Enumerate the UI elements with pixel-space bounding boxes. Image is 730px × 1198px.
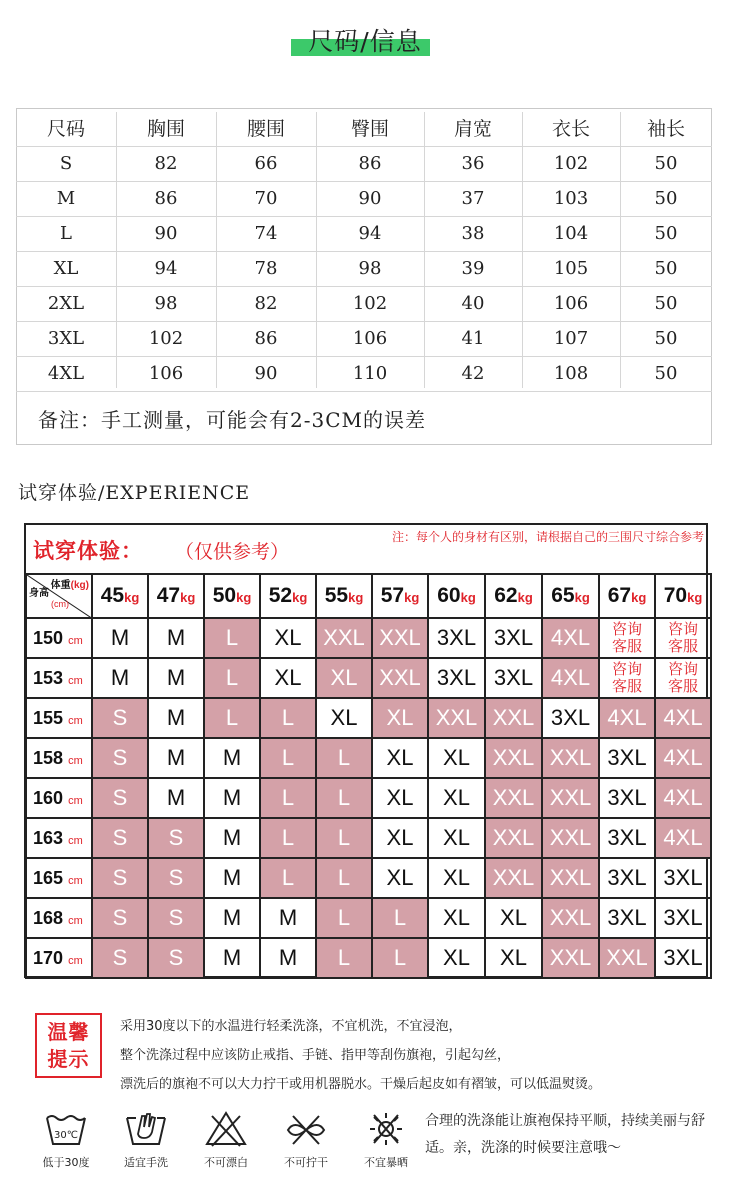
fit-cell: L	[204, 658, 260, 698]
size-table-rule	[16, 146, 712, 147]
fit-cell: XXL	[599, 938, 655, 978]
care-label: 适宜手洗	[124, 1156, 168, 1169]
care-label: 不可拧干	[284, 1156, 328, 1169]
fit-cell	[599, 618, 655, 658]
fit-cell: XL	[428, 778, 485, 818]
weight-value: 45	[100, 584, 125, 607]
fit-grid-row	[26, 618, 711, 658]
fit-cell: 3XL	[599, 818, 655, 858]
weight-value: 52	[268, 584, 293, 607]
fit-cell: S	[92, 778, 148, 818]
fit-cell: XL	[316, 658, 372, 698]
size-header-cell: 尺码	[46, 117, 85, 140]
fit-cell: M	[92, 618, 148, 658]
fit-cell: 3XL	[428, 618, 485, 658]
tip-label	[35, 1019, 102, 1073]
size-cell: 108	[553, 363, 589, 384]
fit-cell	[599, 658, 655, 698]
fit-cell: 4XL	[655, 738, 711, 778]
care-item	[190, 1110, 262, 1170]
size-header-cell: 肩宽	[453, 117, 492, 140]
experience-heading: 试穿体验/EXPERIENCE	[18, 482, 251, 504]
fit-cell: 3XL	[655, 898, 711, 938]
size-cell: M	[56, 188, 76, 209]
fit-grid-row	[26, 858, 711, 898]
height-unit: cm	[68, 794, 83, 807]
fit-grid-corner	[26, 574, 92, 618]
size-cell: 4XL	[47, 363, 85, 384]
fit-cell: 3XL	[599, 858, 655, 898]
weight-unit: kg	[236, 590, 252, 605]
fit-cell: XL	[372, 858, 428, 898]
weight-unit: kg	[180, 590, 196, 605]
height-value: 165	[33, 867, 64, 888]
fit-cell: XXL	[485, 778, 542, 818]
fit-cell: L	[260, 738, 316, 778]
height-unit: cm	[68, 674, 83, 687]
weight-header-cell	[542, 574, 599, 618]
height-value: 160	[33, 787, 64, 808]
fit-cell: 3XL	[428, 658, 485, 698]
size-cell: 42	[461, 363, 485, 384]
height-unit: cm	[68, 954, 83, 967]
size-cell: 50	[654, 153, 678, 174]
size-table	[16, 108, 712, 391]
size-cell: 94	[358, 223, 382, 244]
fit-cell: XL	[316, 698, 372, 738]
fit-subtitle: （仅供参考）	[175, 541, 290, 563]
fit-cell: M	[260, 938, 316, 978]
ask-line: 客服	[611, 678, 642, 695]
weight-value: 67	[607, 584, 632, 607]
tip-line: 采用30度以下的水温进行轻柔洗涤，不宜机洗，不宜浸泡，	[120, 1019, 462, 1034]
ask-line: 咨询	[611, 621, 642, 638]
fit-cell: XL	[428, 858, 485, 898]
size-header-cell: 臀围	[350, 117, 389, 140]
corner-weight	[51, 576, 89, 591]
size-header-cell: 袖长	[646, 117, 685, 140]
care-label: 低于30度	[42, 1156, 90, 1169]
corner-height-unit: (cm)	[51, 599, 69, 609]
weight-unit: kg	[124, 590, 140, 605]
tip-line: 漂洗后的旗袍不可以大力拧干或用机器脱水。干燥后起皮如有褶皱，可以低温熨烫。	[120, 1077, 602, 1092]
weight-value: 70	[663, 584, 688, 607]
no-wring-icon	[284, 1110, 328, 1148]
size-cell: 74	[254, 223, 278, 244]
size-cell: 104	[553, 223, 589, 244]
weight-value: 60	[437, 584, 461, 607]
height-value: 155	[33, 707, 64, 728]
height-value: 158	[33, 747, 64, 768]
fit-title: 试穿体验：	[33, 539, 143, 563]
fit-cell: M	[148, 618, 204, 658]
size-cell: 3XL	[47, 328, 85, 349]
size-cell: 41	[461, 328, 485, 349]
weight-header-cell	[92, 574, 148, 618]
fit-cell: L	[316, 778, 372, 818]
size-table-divider	[116, 112, 117, 388]
weight-unit: kg	[460, 590, 476, 605]
table-row	[16, 321, 712, 356]
fit-cell: 3XL	[599, 778, 655, 818]
table-row	[16, 286, 712, 321]
size-cell: 102	[148, 328, 184, 349]
size-table-divider	[620, 112, 621, 388]
fit-cell: XL	[428, 738, 485, 778]
fit-cell: L	[260, 778, 316, 818]
fit-cell: 3XL	[485, 618, 542, 658]
fit-cell: XXL	[485, 858, 542, 898]
page-title: 尺码/信息	[308, 27, 422, 56]
fit-cell: XXL	[485, 818, 542, 858]
size-cell: 98	[358, 258, 382, 279]
weight-header-cell	[260, 574, 316, 618]
weight-value: 55	[324, 584, 349, 607]
fit-cell: 3XL	[655, 858, 711, 898]
fit-grid-row	[26, 898, 711, 938]
fit-cell: L	[316, 818, 372, 858]
weight-unit: kg	[292, 590, 308, 605]
fit-cell: XXL	[485, 738, 542, 778]
fit-cell	[655, 658, 711, 698]
size-cell: L	[60, 223, 72, 244]
fit-grid-row	[26, 778, 711, 818]
fit-cell: L	[372, 898, 428, 938]
tip-line: 整个洗涤过程中应该防止戒指、手链、指甲等刮伤旗袍，引起勾丝，	[120, 1048, 511, 1063]
height-unit: cm	[68, 634, 83, 647]
fit-cell: M	[204, 858, 260, 898]
size-table-divider	[216, 112, 217, 388]
weight-header-cell	[428, 574, 485, 618]
height-header-cell	[26, 738, 92, 778]
fit-cell: M	[204, 778, 260, 818]
fit-cell: M	[204, 938, 260, 978]
care-label: 不宜暴晒	[364, 1156, 408, 1169]
fit-cell: 3XL	[599, 738, 655, 778]
size-cell: 78	[254, 258, 278, 279]
height-value: 168	[33, 907, 64, 928]
fit-grid-row	[26, 698, 711, 738]
height-header-cell	[26, 618, 92, 658]
size-cell: 106	[148, 363, 184, 384]
table-row	[16, 146, 712, 181]
fit-cell: 4XL	[542, 658, 599, 698]
size-table-divider	[316, 112, 317, 388]
size-cell: 86	[154, 188, 178, 209]
fit-cell: S	[148, 938, 204, 978]
height-header-cell	[26, 698, 92, 738]
fit-cell: L	[260, 858, 316, 898]
care-item	[30, 1110, 102, 1170]
fit-cell: L	[260, 698, 316, 738]
fit-cell: L	[260, 818, 316, 858]
size-cell: 86	[254, 328, 278, 349]
size-table-rule	[16, 356, 712, 357]
fit-cell: M	[148, 698, 204, 738]
weight-header-cell	[204, 574, 260, 618]
fit-cell: XL	[260, 658, 316, 698]
size-header-cell: 腰围	[246, 117, 285, 140]
weight-header-cell	[599, 574, 655, 618]
size-cell: 86	[358, 153, 382, 174]
size-cell: 50	[654, 223, 678, 244]
height-unit: cm	[68, 754, 83, 767]
corner-height: 身高	[29, 588, 49, 599]
size-cell: 40	[461, 293, 485, 314]
fit-cell: S	[92, 818, 148, 858]
size-cell: 2XL	[47, 293, 85, 314]
fit-cell: M	[92, 658, 148, 698]
height-unit: cm	[68, 874, 83, 887]
fit-cell: XXL	[485, 698, 542, 738]
size-cell: 105	[553, 258, 589, 279]
height-header-cell	[26, 818, 92, 858]
fit-cell: S	[92, 698, 148, 738]
size-table-rule	[16, 251, 712, 252]
size-cell: 90	[254, 363, 278, 384]
weight-header-cell	[148, 574, 204, 618]
size-cell: 82	[254, 293, 278, 314]
size-table-rule	[16, 216, 712, 217]
height-value: 150	[33, 627, 64, 648]
size-cell: 50	[654, 328, 678, 349]
fit-note: 注：每个人的身材有区别，请根据自己的三围尺寸综合参考	[392, 530, 705, 544]
size-cell: 110	[352, 363, 388, 384]
size-cell: XL	[53, 258, 79, 279]
title-wrap	[0, 22, 730, 58]
fit-cell: 4XL	[655, 778, 711, 818]
care-item	[350, 1110, 422, 1170]
size-cell: 102	[553, 153, 589, 174]
size-cell: 90	[154, 223, 178, 244]
table-row	[16, 251, 712, 286]
fit-cell: XXL	[542, 818, 599, 858]
weight-value: 57	[380, 584, 405, 607]
ask-line: 客服	[667, 678, 698, 695]
fit-cell: XXL	[542, 938, 599, 978]
weight-header-cell	[372, 574, 428, 618]
size-header-cell: 衣长	[551, 117, 590, 140]
fit-cell: XXL	[428, 698, 485, 738]
height-value: 153	[33, 667, 64, 688]
corner-weight-label: 体重	[50, 580, 71, 591]
wash-temp-text: 30℃	[54, 1130, 78, 1141]
fit-cell: XL	[428, 818, 485, 858]
fit-cell: 3XL	[655, 938, 711, 978]
fit-cell	[655, 618, 711, 658]
weight-unit: kg	[631, 590, 647, 605]
size-cell: 38	[461, 223, 485, 244]
fit-cell: M	[260, 898, 316, 938]
fit-grid-header	[26, 574, 711, 618]
fit-cell: L	[316, 858, 372, 898]
weight-header-cell	[655, 574, 711, 618]
size-cell: S	[59, 153, 73, 174]
fit-cell: XXL	[372, 618, 428, 658]
size-cell: 50	[654, 363, 678, 384]
size-cell: 82	[154, 153, 178, 174]
fit-cell: M	[204, 898, 260, 938]
fit-cell: 4XL	[599, 698, 655, 738]
height-header-cell	[26, 778, 92, 818]
weight-value: 62	[494, 584, 518, 607]
fit-cell: 4XL	[655, 698, 711, 738]
height-value: 163	[33, 827, 64, 848]
ask-line: 客服	[611, 638, 642, 655]
tip-label-line2: 提示	[47, 1047, 90, 1071]
table-row	[16, 356, 712, 391]
fit-cell: XXL	[542, 738, 599, 778]
size-cell: 102	[352, 293, 388, 314]
care-label: 不可漂白	[204, 1156, 248, 1169]
weight-unit: kg	[574, 590, 590, 605]
corner-weight-unit: (kg)	[70, 580, 89, 591]
fit-cell: L	[316, 738, 372, 778]
size-cell: 103	[553, 188, 589, 209]
size-table-rule	[16, 321, 712, 322]
size-cell: 106	[352, 328, 388, 349]
height-header-cell	[26, 658, 92, 698]
size-table-divider	[424, 112, 425, 388]
ask-line: 客服	[667, 638, 698, 655]
fit-cell: L	[372, 938, 428, 978]
fit-cell: L	[316, 898, 372, 938]
size-cell: 66	[254, 153, 278, 174]
size-cell: 94	[154, 258, 178, 279]
weight-value: 47	[156, 584, 181, 607]
fit-cell: XXL	[542, 898, 599, 938]
fit-cell: XL	[372, 778, 428, 818]
size-cell: 50	[654, 293, 678, 314]
fit-cell: M	[148, 658, 204, 698]
size-table-header	[16, 108, 712, 146]
size-table-rule	[16, 286, 712, 287]
height-unit: cm	[68, 834, 83, 847]
size-cell: 36	[461, 153, 485, 174]
fit-cell: S	[148, 858, 204, 898]
size-cell: 39	[461, 258, 485, 279]
size-note: 备注：手工测量，可能会有2-3CM的误差	[38, 408, 426, 432]
fit-cell: XXL	[316, 618, 372, 658]
fit-grid-row	[26, 658, 711, 698]
ask-line: 咨询	[611, 661, 642, 678]
fit-cell: XL	[372, 698, 428, 738]
height-header-cell	[26, 898, 92, 938]
size-cell: 70	[254, 188, 278, 209]
height-header-cell	[26, 938, 92, 978]
fit-cell: M	[148, 738, 204, 778]
wash-30-icon	[44, 1110, 88, 1148]
weight-unit: kg	[348, 590, 364, 605]
weight-value: 50	[212, 584, 237, 607]
fit-cell: S	[148, 898, 204, 938]
fit-grid	[25, 573, 712, 979]
fit-grid-row	[26, 738, 711, 778]
size-cell: 50	[654, 258, 678, 279]
table-row	[16, 181, 712, 216]
tip-label-line1: 温馨	[47, 1020, 90, 1044]
size-cell: 98	[154, 293, 178, 314]
size-table-rule	[16, 391, 712, 392]
height-unit: cm	[68, 914, 83, 927]
height-unit: cm	[68, 714, 83, 727]
fit-cell: L	[316, 938, 372, 978]
size-cell: 106	[553, 293, 589, 314]
fit-cell: S	[148, 818, 204, 858]
fit-cell: 3XL	[485, 658, 542, 698]
fit-cell: L	[204, 698, 260, 738]
fit-cell: S	[92, 898, 148, 938]
fit-grid-row	[26, 818, 711, 858]
ask-line: 咨询	[667, 621, 698, 638]
height-value: 170	[33, 947, 64, 968]
care-item	[110, 1110, 182, 1170]
weight-value: 65	[551, 584, 575, 607]
fit-cell: XL	[372, 818, 428, 858]
size-cell: 107	[553, 328, 589, 349]
fit-cell: 3XL	[599, 898, 655, 938]
fit-cell: L	[204, 618, 260, 658]
fit-cell: S	[92, 738, 148, 778]
fit-cell: XXL	[542, 778, 599, 818]
weight-unit: kg	[517, 590, 533, 605]
fit-cell: 3XL	[542, 698, 599, 738]
weight-unit: kg	[404, 590, 420, 605]
care-note: 合理的洗涤能让旗袍保持平顺，持续美丽与舒适。亲，洗涤的时候要注意哦～	[425, 1113, 705, 1156]
fit-cell: XL	[428, 938, 485, 978]
no-bleach-icon	[204, 1110, 248, 1148]
size-cell: 90	[358, 188, 382, 209]
fit-grid-row	[26, 938, 711, 978]
fit-cell: XL	[372, 738, 428, 778]
size-table-divider	[522, 112, 523, 388]
size-cell: 37	[461, 188, 485, 209]
size-table-rule	[16, 181, 712, 182]
fit-cell: XL	[485, 938, 542, 978]
corner-inner	[27, 575, 91, 617]
fit-cell: M	[148, 778, 204, 818]
size-cell: 50	[654, 188, 678, 209]
table-row	[16, 216, 712, 251]
fit-cell: M	[204, 738, 260, 778]
fit-cell: 4XL	[542, 618, 599, 658]
fit-cell: S	[92, 938, 148, 978]
fit-cell: XL	[428, 898, 485, 938]
fit-cell: XL	[485, 898, 542, 938]
care-item	[270, 1110, 342, 1170]
ask-line: 咨询	[667, 661, 698, 678]
fit-cell: 4XL	[655, 818, 711, 858]
fit-cell: XL	[260, 618, 316, 658]
fit-cell: S	[92, 858, 148, 898]
hand-wash-icon	[124, 1110, 168, 1148]
tip-lines	[120, 1012, 601, 1099]
weight-header-cell	[316, 574, 372, 618]
fit-cell: M	[204, 818, 260, 858]
weight-header-cell	[485, 574, 542, 618]
fit-cell: XXL	[542, 858, 599, 898]
fit-cell: XXL	[372, 658, 428, 698]
weight-unit: kg	[687, 590, 703, 605]
height-header-cell	[26, 858, 92, 898]
size-header-cell: 胸围	[146, 117, 185, 140]
no-sun-icon	[364, 1110, 408, 1148]
